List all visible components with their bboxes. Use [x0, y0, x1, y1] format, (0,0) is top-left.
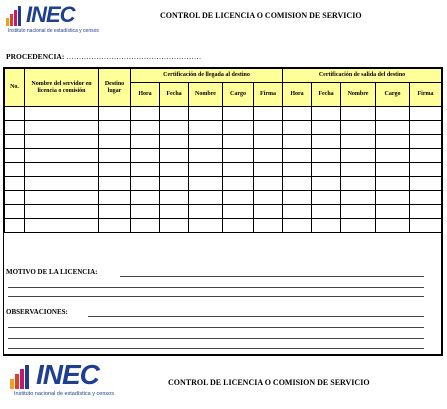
table-cell[interactable]: [131, 177, 160, 191]
observaciones-line[interactable]: [8, 348, 424, 349]
inec-logo: [6, 4, 121, 36]
table-cell[interactable]: [254, 205, 283, 219]
observaciones-label: OBSERVACIONES:: [6, 308, 68, 316]
motivo-line[interactable]: [8, 287, 424, 288]
table-cell[interactable]: [410, 219, 442, 233]
table-cell[interactable]: [254, 107, 283, 121]
motivo-line[interactable]: [8, 296, 424, 297]
table-row: [5, 177, 442, 191]
table-cell[interactable]: [312, 135, 341, 149]
table-cell[interactable]: [410, 107, 442, 121]
table-cell[interactable]: [283, 191, 312, 205]
table-cell[interactable]: [189, 135, 223, 149]
table-cell[interactable]: [312, 177, 341, 191]
table-cell[interactable]: [189, 205, 223, 219]
table-cell[interactable]: [131, 191, 160, 205]
table-cell[interactable]: [223, 121, 254, 135]
salida-fecha-header: Fecha: [312, 83, 341, 107]
table-cell[interactable]: [223, 149, 254, 163]
table-cell[interactable]: [131, 163, 160, 177]
table-row: [5, 219, 442, 233]
observaciones-line[interactable]: [8, 338, 424, 339]
table-cell[interactable]: [99, 135, 131, 149]
table-cell[interactable]: [254, 219, 283, 233]
table-cell[interactable]: [5, 163, 25, 177]
logo-tagline: Instituto nacional de estadística y censos: [8, 28, 99, 34]
llegada-hora-header: Hora: [131, 83, 160, 107]
observaciones-line[interactable]: [88, 316, 424, 317]
llegada-nombre-header: Nombre: [189, 83, 223, 107]
table-cell[interactable]: [283, 149, 312, 163]
group-llegada-header: Certificación de llegada al destino: [131, 69, 283, 83]
inec-logo-footer: [10, 361, 140, 401]
table-cell[interactable]: [25, 191, 99, 205]
table-cell[interactable]: [160, 177, 189, 191]
table-cell[interactable]: [410, 163, 442, 177]
llegada-fecha-header: Fecha: [160, 83, 189, 107]
salida-hora-header: Hora: [283, 83, 312, 107]
table-cell[interactable]: [189, 107, 223, 121]
col-no-header: No.: [5, 69, 25, 107]
table-cell[interactable]: [223, 107, 254, 121]
table-cell[interactable]: [25, 177, 99, 191]
table-row: [5, 121, 442, 135]
table-cell[interactable]: [312, 121, 341, 135]
table-row: [5, 205, 442, 219]
footer-title: CONTROL DE LICENCIA O COMISION DE SERVICIO: [168, 378, 370, 387]
table-cell[interactable]: [410, 177, 442, 191]
motivo-line[interactable]: [120, 276, 424, 277]
table-row: [5, 135, 442, 149]
table-cell[interactable]: [341, 149, 376, 163]
table-cell[interactable]: [99, 107, 131, 121]
table-cell[interactable]: [376, 121, 410, 135]
table-cell[interactable]: [223, 219, 254, 233]
table-cell[interactable]: [25, 219, 99, 233]
table-cell[interactable]: [5, 191, 25, 205]
table-cell[interactable]: [341, 205, 376, 219]
table-cell[interactable]: [341, 177, 376, 191]
table-cell[interactable]: [131, 219, 160, 233]
table-cell[interactable]: [376, 205, 410, 219]
table-cell[interactable]: [283, 121, 312, 135]
table-cell[interactable]: [189, 177, 223, 191]
table-cell[interactable]: [312, 205, 341, 219]
table-cell[interactable]: [312, 149, 341, 163]
table-cell[interactable]: [410, 121, 442, 135]
table-cell[interactable]: [25, 149, 99, 163]
table-cell[interactable]: [5, 135, 25, 149]
table-cell[interactable]: [283, 219, 312, 233]
procedencia-label: PROCEDENCIA:: [6, 52, 65, 61]
table-cell[interactable]: [99, 191, 131, 205]
table-cell[interactable]: [341, 121, 376, 135]
table-cell[interactable]: [131, 135, 160, 149]
table-cell[interactable]: [131, 107, 160, 121]
table-cell[interactable]: [283, 177, 312, 191]
table-cell[interactable]: [410, 205, 442, 219]
table-cell[interactable]: [25, 135, 99, 149]
table-cell[interactable]: [341, 135, 376, 149]
table-cell[interactable]: [131, 121, 160, 135]
table-cell[interactable]: [5, 177, 25, 191]
table-cell[interactable]: [376, 191, 410, 205]
salida-cargo-header: Cargo: [376, 83, 410, 107]
logo-tagline: Instituto nacional de estadística y censos: [14, 391, 114, 397]
table-cell[interactable]: [189, 219, 223, 233]
table-cell[interactable]: [160, 191, 189, 205]
table-cell[interactable]: [376, 107, 410, 121]
table-row: [5, 191, 442, 205]
group-salida-header: Certificación de salida del destino: [283, 69, 442, 83]
table-cell[interactable]: [160, 107, 189, 121]
table-cell[interactable]: [5, 121, 25, 135]
table-cell[interactable]: [99, 219, 131, 233]
logo-wordmark: INEC: [36, 359, 99, 390]
col-destino-header: Destino lugar: [99, 69, 131, 107]
table-row: [5, 107, 442, 121]
table-cell[interactable]: [223, 177, 254, 191]
table-cell[interactable]: [160, 149, 189, 163]
table-cell[interactable]: [312, 107, 341, 121]
table-cell[interactable]: [376, 135, 410, 149]
table-cell[interactable]: [312, 219, 341, 233]
table-cell[interactable]: [160, 219, 189, 233]
salida-nombre-header: Nombre: [341, 83, 376, 107]
table-cell[interactable]: [376, 177, 410, 191]
procedencia-dots: ………………………………………………: [66, 52, 202, 61]
table-cell[interactable]: [99, 205, 131, 219]
table-cell[interactable]: [25, 205, 99, 219]
table-cell[interactable]: [341, 191, 376, 205]
table-cell[interactable]: [376, 163, 410, 177]
table-cell[interactable]: [283, 205, 312, 219]
table-cell[interactable]: [223, 191, 254, 205]
control-table: [4, 68, 442, 233]
table-cell[interactable]: [160, 135, 189, 149]
table-cell[interactable]: [160, 121, 189, 135]
table-cell[interactable]: [189, 163, 223, 177]
form-sheet: [3, 67, 443, 356]
table-cell[interactable]: [160, 163, 189, 177]
llegada-cargo-header: Cargo: [223, 83, 254, 107]
observaciones-line[interactable]: [8, 327, 424, 328]
table-cell[interactable]: [160, 205, 189, 219]
table-cell[interactable]: [5, 149, 25, 163]
table-cell[interactable]: [341, 219, 376, 233]
table-cell[interactable]: [223, 163, 254, 177]
table-cell[interactable]: [341, 163, 376, 177]
table-cell[interactable]: [376, 219, 410, 233]
table-cell[interactable]: [189, 191, 223, 205]
table-cell[interactable]: [189, 121, 223, 135]
table-cell[interactable]: [5, 205, 25, 219]
table-cell[interactable]: [312, 191, 341, 205]
table-cell[interactable]: [410, 191, 442, 205]
table-cell[interactable]: [376, 149, 410, 163]
table-cell[interactable]: [254, 191, 283, 205]
table-cell[interactable]: [99, 121, 131, 135]
table-cell[interactable]: [283, 107, 312, 121]
table-row: [5, 149, 442, 163]
table-cell[interactable]: [410, 149, 442, 163]
llegada-firma-header: Firma: [254, 83, 283, 107]
table-cell[interactable]: [410, 135, 442, 149]
table-cell[interactable]: [189, 149, 223, 163]
table-cell[interactable]: [283, 135, 312, 149]
table-cell[interactable]: [99, 163, 131, 177]
table-cell[interactable]: [254, 163, 283, 177]
table-cell[interactable]: [25, 163, 99, 177]
table-cell[interactable]: [312, 163, 341, 177]
page-title: CONTROL DE LICENCIA O COMISION DE SERVICIO: [160, 11, 362, 20]
table-cell[interactable]: [25, 121, 99, 135]
procedencia-field: [6, 52, 201, 61]
salida-firma-header: Firma: [410, 83, 442, 107]
table-cell[interactable]: [99, 149, 131, 163]
col-nombre-header: Nombre del servidor en licencia o comisión: [25, 69, 99, 107]
motivo-label: MOTIVO DE LA LICENCIA:: [6, 268, 98, 276]
table-cell[interactable]: [341, 107, 376, 121]
table-cell[interactable]: [131, 205, 160, 219]
logo-wordmark: INEC: [26, 2, 75, 27]
table-cell[interactable]: [254, 135, 283, 149]
table-row: [5, 163, 442, 177]
table-cell[interactable]: [223, 205, 254, 219]
table-cell[interactable]: [5, 107, 25, 121]
table-cell[interactable]: [131, 149, 160, 163]
table-cell[interactable]: [99, 177, 131, 191]
table-cell[interactable]: [254, 149, 283, 163]
table-cell[interactable]: [223, 135, 254, 149]
table-cell[interactable]: [5, 219, 25, 233]
table-cell[interactable]: [283, 163, 312, 177]
table-cell[interactable]: [25, 107, 99, 121]
table-cell[interactable]: [254, 121, 283, 135]
table-cell[interactable]: [254, 177, 283, 191]
